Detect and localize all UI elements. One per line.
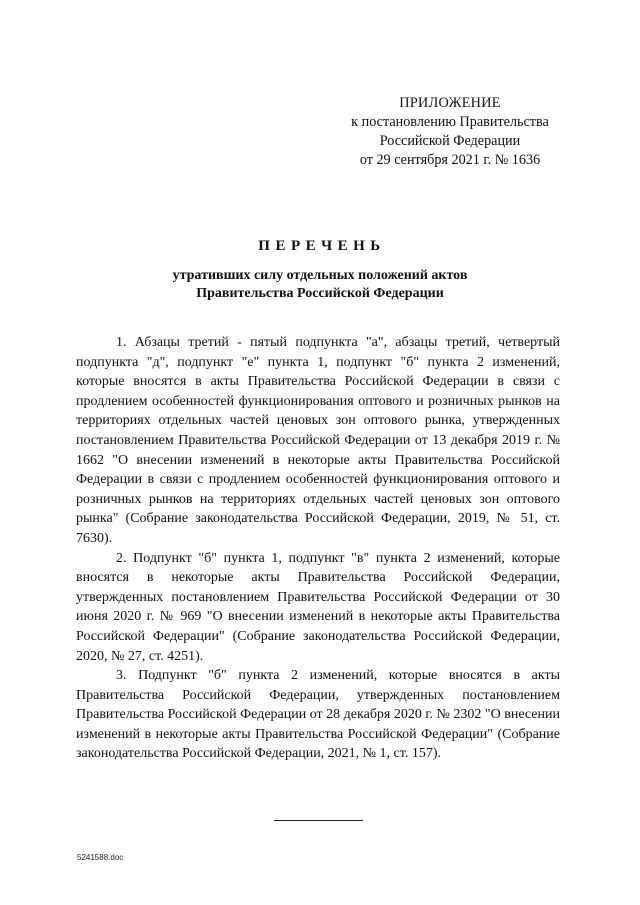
document-heading bbox=[0, 238, 640, 303]
appendix-block bbox=[330, 94, 570, 170]
document-title: ПЕРЕЧЕНЬ bbox=[258, 238, 386, 254]
appendix-title: ПРИЛОЖЕНИЕ bbox=[399, 95, 501, 111]
appendix-line-2: Российской Федерации bbox=[379, 133, 521, 149]
closing-rule bbox=[274, 820, 363, 821]
list-item: 1. Абзацы третий - пятый подпункта "а", абзацы третий, четвертый подпункта "д", подпункт "е" пункта 1, подпункт "б" пункта 2 изменений, которые вносятся в акты Правительства Российской Федерации в связи с продлением особенностей функционирования оптового и розничных рынков на территориях отдельных частей ценовых зон оптового рынка, утвержденных постановлением Правительства Российской Федерации от 13 декабря 2019 г. № 1662 "О внесении изменений в некоторые акты Правительства Российской Федерации в связи с продлением особенностей функционирования оптового и розничных рынков на территориях отдельных частей ценовых зон оптового рынка" (Собрание законодательства Российской Федерации, 2019, № 51, ст. 7630). bbox=[76, 335, 560, 546]
subtitle-line-2: Правительства Российской Федерации bbox=[196, 286, 444, 301]
subtitle-line-1: утративших силу отдельных положений актов bbox=[172, 268, 468, 283]
appendix-line-1: к постановлению Правительства bbox=[351, 114, 549, 130]
document-filename: 5241588.doc bbox=[77, 853, 124, 862]
appendix-line-3: от 29 сентября 2021 г. № 1636 bbox=[359, 152, 541, 168]
list-item: 3. Подпункт "б" пункта 2 изменений, которые вносятся в акты Правительства Российской Федерации, утвержденных постановлением Правительства Российской Федерации от 28 декабря 2020 г. № 2302 "О внесении изменений в некоторые акты Правительства Российской Федерации" (Собрание законодательства Российской Федерации, 2021, № 1, ст. 157). bbox=[76, 668, 560, 762]
list-item: 2. Подпункт "б" пункта 1, подпункт "в" пункта 2 изменений, которые вносятся в некоторые акты Правительства Российской Федерации, утвержденных постановлением Правительства Российской Федерации от 30 июня 2020 г. № 969 "О внесении изменений в некоторые акты Правительства Российской Федерации" (Собрание законодательства Российской Федерации, 2020, № 27, ст. 4251). bbox=[76, 550, 560, 664]
document-body bbox=[76, 333, 560, 764]
document-subtitle bbox=[0, 267, 640, 303]
